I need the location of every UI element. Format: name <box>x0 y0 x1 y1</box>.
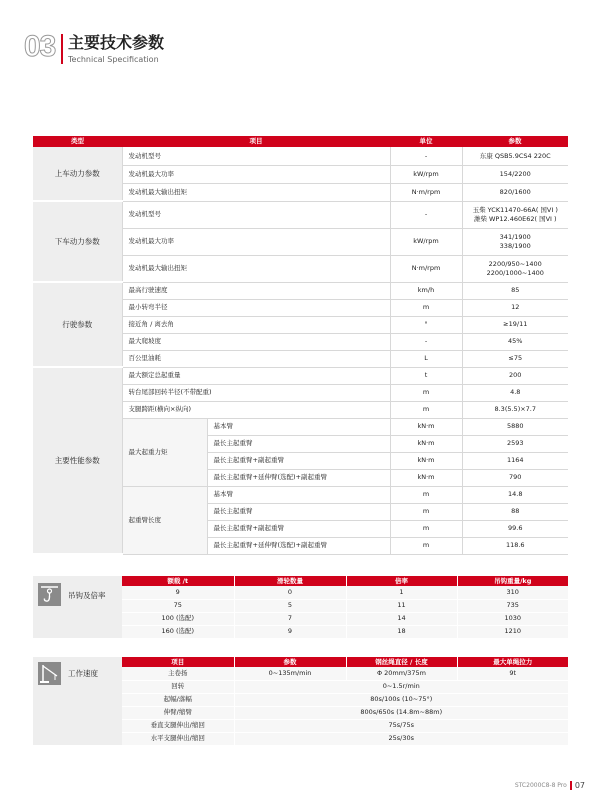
header-pull: 最大单绳拉力 <box>457 657 568 667</box>
row-item: 最小转弯半径 <box>122 299 390 316</box>
row-unit: kW/rpm <box>390 228 462 255</box>
row-item: 发动机型号 <box>122 147 390 165</box>
value-line: 2200/950~1400 <box>488 259 542 268</box>
row-unit: m <box>390 401 462 418</box>
header-reeving: 倍率 <box>346 576 457 586</box>
crane-icon <box>38 662 61 685</box>
cell: 1210 <box>457 625 568 638</box>
table-row <box>122 586 568 599</box>
category-lower-power: 下车动力参数 <box>33 201 122 282</box>
row-item: 最大爬坡度 <box>122 333 390 350</box>
header-param: 参数 <box>234 657 346 667</box>
cell: 0~135m/min <box>234 667 346 680</box>
row-value: 88 <box>462 503 568 520</box>
row-value: 5880 <box>462 418 568 435</box>
table-row <box>122 706 568 719</box>
row-item: 最长主起重臂+延伸臂(选配)+副起重臂 <box>207 537 390 554</box>
row-value: 14.8 <box>462 486 568 503</box>
cell: 7 <box>234 612 346 625</box>
row-unit: m <box>390 537 462 554</box>
category-travel: 行驶参数 <box>33 282 122 367</box>
page-title: 主要技术参数 <box>68 33 165 52</box>
row-value <box>462 201 568 228</box>
row-value: 118.6 <box>462 537 568 554</box>
header-divider <box>61 34 63 64</box>
header-item: 项目 <box>122 136 390 147</box>
row-item: 最长主起重臂+副起重臂 <box>207 452 390 469</box>
row-value: 8.3(5.5)×7.7 <box>462 401 568 418</box>
row-unit: m <box>390 520 462 537</box>
header-type: 类型 <box>33 136 122 147</box>
row-item: 发动机最大功率 <box>122 228 390 255</box>
row-unit: m <box>390 299 462 316</box>
footer-model: STC2000C8-8 Pro <box>514 782 567 789</box>
row-unit: kW/rpm <box>390 165 462 183</box>
value-line: 2200/1000~1400 <box>486 268 544 277</box>
row-value: 45% <box>462 333 568 350</box>
header-value: 参数 <box>462 136 568 147</box>
row-item: 发动机最大输出扭矩 <box>122 183 390 201</box>
hook-table <box>122 576 568 639</box>
speed-table-header <box>122 657 568 667</box>
table-row <box>122 680 568 693</box>
row-item: 发动机最大输出扭矩 <box>122 255 390 282</box>
table-row <box>122 732 568 745</box>
header-load: 额载 /t <box>122 576 234 586</box>
cell: 伸臂/缩臂 <box>122 706 234 719</box>
cell: 1 <box>346 586 457 599</box>
cell: 800s/650s (14.8m~88m) <box>234 706 568 719</box>
row-unit: kN·m <box>390 469 462 486</box>
table-row <box>122 599 568 612</box>
cell: 垂直支腿伸出/缩回 <box>122 719 234 732</box>
cell: 25s/30s <box>234 732 568 745</box>
row-unit: m <box>390 486 462 503</box>
table-row <box>33 282 568 299</box>
cell: 9t <box>457 667 568 680</box>
row-value: 154/2200 <box>462 165 568 183</box>
category-performance: 主要性能参数 <box>33 367 122 554</box>
row-value: 790 <box>462 469 568 486</box>
row-value: 1164 <box>462 452 568 469</box>
table-row <box>122 719 568 732</box>
row-value <box>462 255 568 282</box>
table-row <box>122 693 568 706</box>
cell: 1030 <box>457 612 568 625</box>
cell: 回转 <box>122 680 234 693</box>
category-upper-power: 上车动力参数 <box>33 147 122 201</box>
cell: 735 <box>457 599 568 612</box>
cell: 310 <box>457 586 568 599</box>
row-item: 最长主起重臂 <box>207 503 390 520</box>
row-unit: kN·m <box>390 418 462 435</box>
row-item: 最长主起重臂+延伸臂(选配)+副起重臂 <box>207 469 390 486</box>
row-item: 转台尾部回转半径(不带配重) <box>122 384 390 401</box>
row-value: 东康 QSB5.9CS4 220C <box>462 147 568 165</box>
cell: Φ 20mm/375m <box>346 667 457 680</box>
spec-table-header <box>33 136 568 147</box>
row-unit: t <box>390 367 462 384</box>
cell: 18 <box>346 625 457 638</box>
spec-table <box>33 136 568 555</box>
row-value: ≤75 <box>462 350 568 367</box>
cell: 起幅/落幅 <box>122 693 234 706</box>
cell: 160 (选配) <box>122 625 234 638</box>
page-subtitle: Technical Specification <box>68 55 159 64</box>
cell: 0 <box>234 586 346 599</box>
footer-divider <box>570 781 572 790</box>
cell: 5 <box>234 599 346 612</box>
row-value: 12 <box>462 299 568 316</box>
hook-icon <box>38 583 61 606</box>
row-unit: kN·m <box>390 452 462 469</box>
row-item: 最长主起重臂+副起重臂 <box>207 520 390 537</box>
row-unit: L <box>390 350 462 367</box>
row-item: 百公里油耗 <box>122 350 390 367</box>
row-unit: ° <box>390 316 462 333</box>
subcategory-boom-length: 起重臂长度 <box>122 486 207 554</box>
table-row <box>33 367 568 384</box>
page-footer <box>515 781 585 790</box>
cell: 75s/75s <box>234 719 568 732</box>
table-row <box>33 201 568 228</box>
row-unit: - <box>390 147 462 165</box>
row-item: 基本臂 <box>207 418 390 435</box>
row-unit: N·m/rpm <box>390 255 462 282</box>
cell: 主卷扬 <box>122 667 234 680</box>
row-value: 85 <box>462 282 568 299</box>
cell: 80s/100s (10~75°) <box>234 693 568 706</box>
value-line: 341/1900 <box>499 232 531 241</box>
header-item: 项目 <box>122 657 234 667</box>
hook-table-header <box>122 576 568 586</box>
header-hook-weight: 吊钩重量/kg <box>457 576 568 586</box>
row-unit: kN·m <box>390 435 462 452</box>
cell: 75 <box>122 599 234 612</box>
row-value <box>462 228 568 255</box>
value-line: 潍柴 WP12.460E62( 国VI ) <box>473 214 557 223</box>
row-item: 最高行驶速度 <box>122 282 390 299</box>
row-item: 发动机型号 <box>122 201 390 228</box>
row-value: 820/1600 <box>462 183 568 201</box>
cell: 9 <box>234 625 346 638</box>
row-value: 4.8 <box>462 384 568 401</box>
row-unit: km/h <box>390 282 462 299</box>
cell: 11 <box>346 599 457 612</box>
header-unit: 单位 <box>390 136 462 147</box>
cell: 14 <box>346 612 457 625</box>
row-unit: m <box>390 503 462 520</box>
table-row <box>122 667 568 680</box>
row-unit: m <box>390 384 462 401</box>
value-line: 338/1900 <box>499 241 531 250</box>
row-value: 200 <box>462 367 568 384</box>
cell: 0~1.5r/min <box>234 680 568 693</box>
row-unit: - <box>390 201 462 228</box>
cell: 9 <box>122 586 234 599</box>
page-number: 07 <box>574 781 585 790</box>
cell: 100 (选配) <box>122 612 234 625</box>
header-rope: 钢丝绳直径 / 长度 <box>346 657 457 667</box>
row-item: 最大额定总起重量 <box>122 367 390 384</box>
row-item: 接近角 / 离去角 <box>122 316 390 333</box>
subcategory-moment: 最大起重力矩 <box>122 418 207 486</box>
table-row <box>122 612 568 625</box>
cell: 水平支腿伸出/缩回 <box>122 732 234 745</box>
row-item: 发动机最大功率 <box>122 165 390 183</box>
row-item: 支腿跨距(横向×纵向) <box>122 401 390 418</box>
row-item: 最长主起重臂 <box>207 435 390 452</box>
table-row <box>33 147 568 165</box>
row-unit: N·m/rpm <box>390 183 462 201</box>
row-value: 99.6 <box>462 520 568 537</box>
speed-section-label: 工作速度 <box>68 669 98 678</box>
value-line: 玉柴 YCK11470-66A( 国VI ) <box>472 205 558 214</box>
row-value: ≥19/11 <box>462 316 568 333</box>
row-unit: - <box>390 333 462 350</box>
row-item: 基本臂 <box>207 486 390 503</box>
row-value: 2593 <box>462 435 568 452</box>
header-sheaves: 滑轮数量 <box>234 576 346 586</box>
section-number: 03 <box>24 30 56 63</box>
hook-section-label: 吊钩及倍率 <box>68 591 106 600</box>
speed-table <box>122 657 568 746</box>
table-row <box>122 625 568 638</box>
